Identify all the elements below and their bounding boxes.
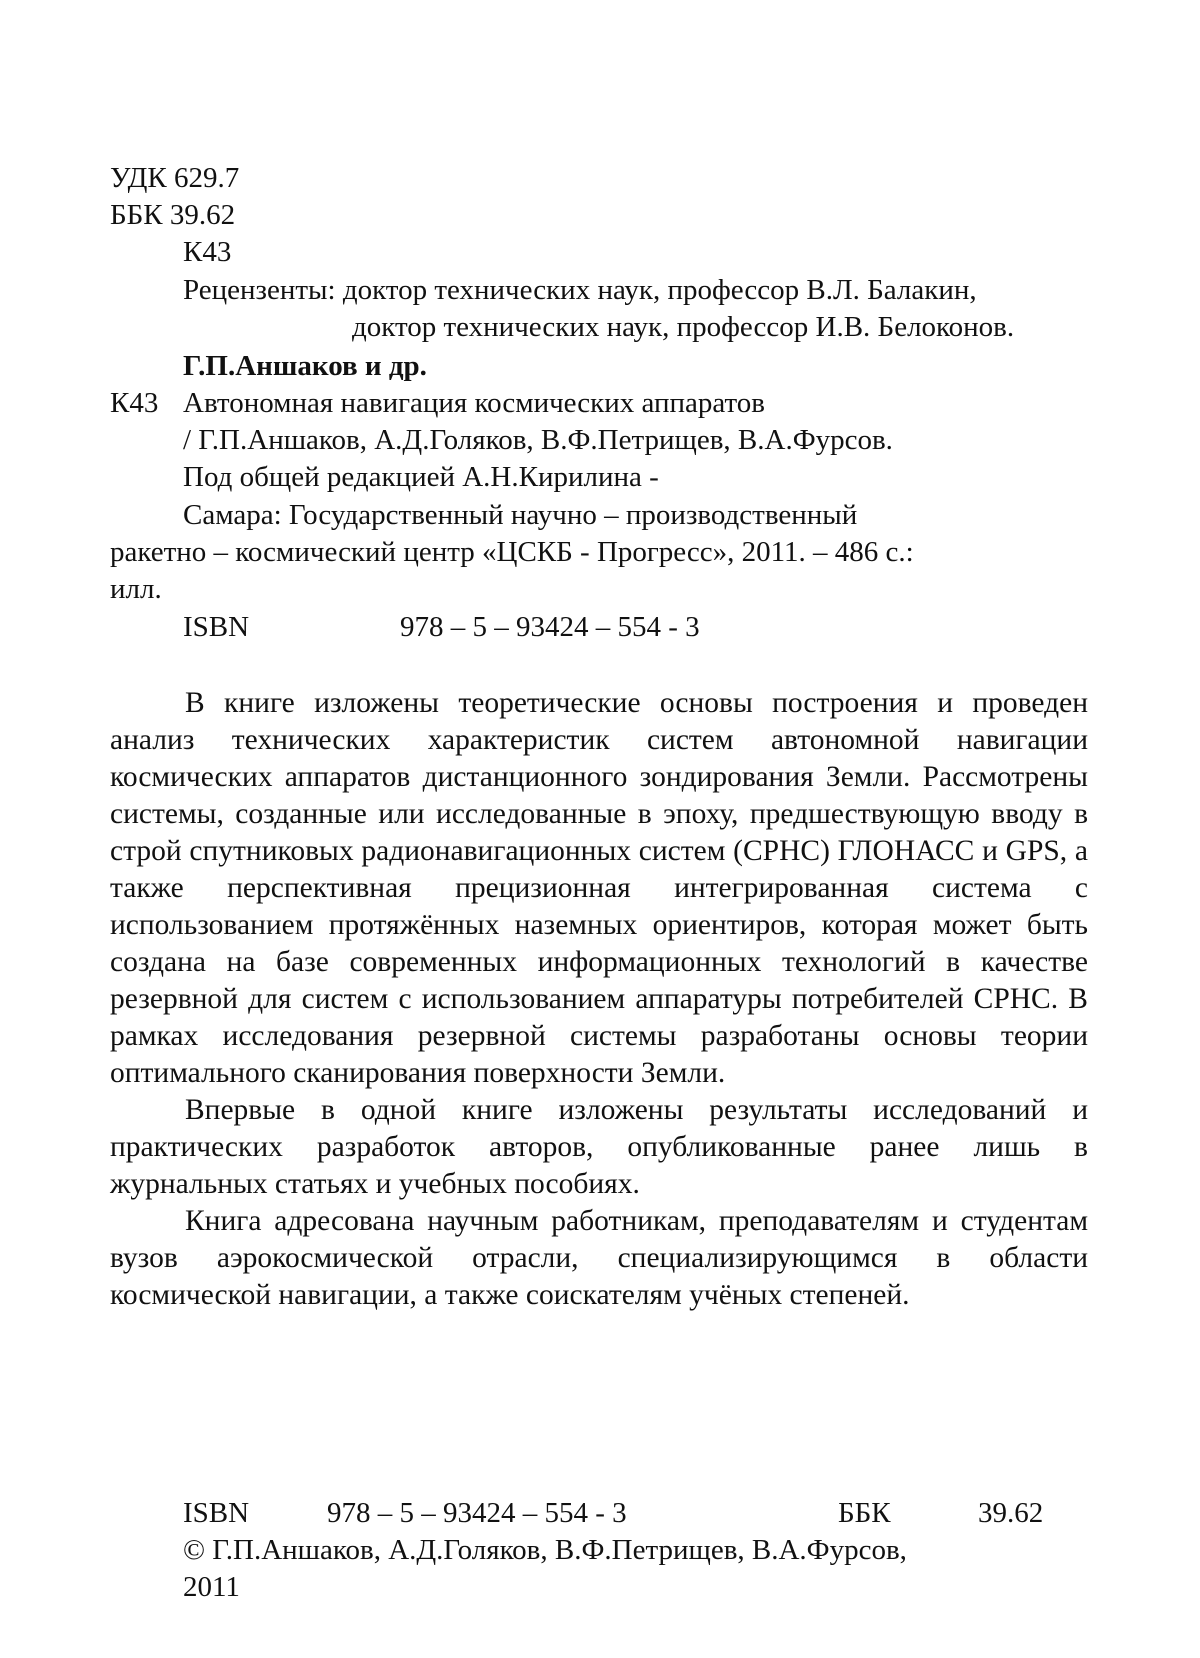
isbn-number: 978 – 5 – 93424 – 554 - 3: [400, 611, 700, 643]
author-heading: Г.П.Аншаков и др.: [183, 350, 427, 382]
book-editor: Под общей редакцией А.Н.Кирилина -: [183, 461, 659, 493]
footer-isbn-label: ISBN: [183, 1497, 250, 1529]
isbn-label: ISBN: [183, 611, 250, 643]
book-authors: / Г.П.Аншаков, А.Д.Голяков, В.Ф.Петрищев, В.А.Фурсов.: [183, 424, 893, 456]
footer-bbk-label: ББК: [838, 1497, 891, 1529]
abstract-paragraph-2: Впервые в одной книге изложены результаты исследований и практических разработок авторов, опубликованные ранее лишь в журнальных статьях и учебных пособиях.: [110, 1094, 1088, 1200]
footer-isbn-number: 978 – 5 – 93424 – 554 - 3: [327, 1497, 627, 1529]
reviewers-line-1: Рецензенты: доктор технических наук, профессор В.Л. Балакин,: [183, 274, 977, 306]
publisher-line-3: илл.: [110, 573, 162, 605]
author-mark-code: К43: [183, 236, 232, 268]
publisher-line-1: Самара: Государственный научно – производственный: [183, 499, 858, 531]
udk-code: УДК 629.7: [110, 162, 240, 194]
footer-copyright: © Г.П.Аншаков, А.Д.Голяков, В.Ф.Петрищев, В.А.Фурсов,: [183, 1534, 907, 1566]
book-title: Автономная навигация космических аппаратов: [183, 387, 765, 419]
publisher-line-2: ракетно – космический центр «ЦСКБ - Прогресс», 2011. – 486 с.:: [110, 536, 914, 568]
bbk-code: ББК 39.62: [110, 199, 236, 231]
abstract-paragraph-1: В книге изложены теоретические основы построения и проведен анализ технических характеристик систем автономной навигации космических аппаратов дистанционного зондирования Земли. Рассмотрены системы, созданные или исследованные в эпоху, предшествующую вводу в строй спутниковых радионавигационных систем (СРНС) ГЛОНАСС и GPS, а также перспективная прецизионная интегрированная система с использованием протяжённых наземных ориентиров, которая может быть создана на базе современных информационных технологий в качестве резервной для систем с использованием аппаратуры потребителей СРНС. В рамках исследования резервной системы разработаны основы теории оптимального сканирования поверхности Земли.: [110, 687, 1088, 1089]
biblio-code: К43: [110, 387, 159, 419]
footer-bbk-number: 39.62: [978, 1497, 1044, 1529]
reviewers-line-2: доктор технических наук, профессор И.В. Белоконов.: [352, 311, 1015, 343]
abstract: [110, 685, 1088, 1314]
footer-year: 2011: [183, 1571, 240, 1603]
abstract-paragraph-3: Книга адресована научным работникам, преподавателям и студентам вузов аэрокосмической отрасли, специализирующимся в области космической навигации, а также соискателям учёных степеней.: [110, 1205, 1088, 1311]
